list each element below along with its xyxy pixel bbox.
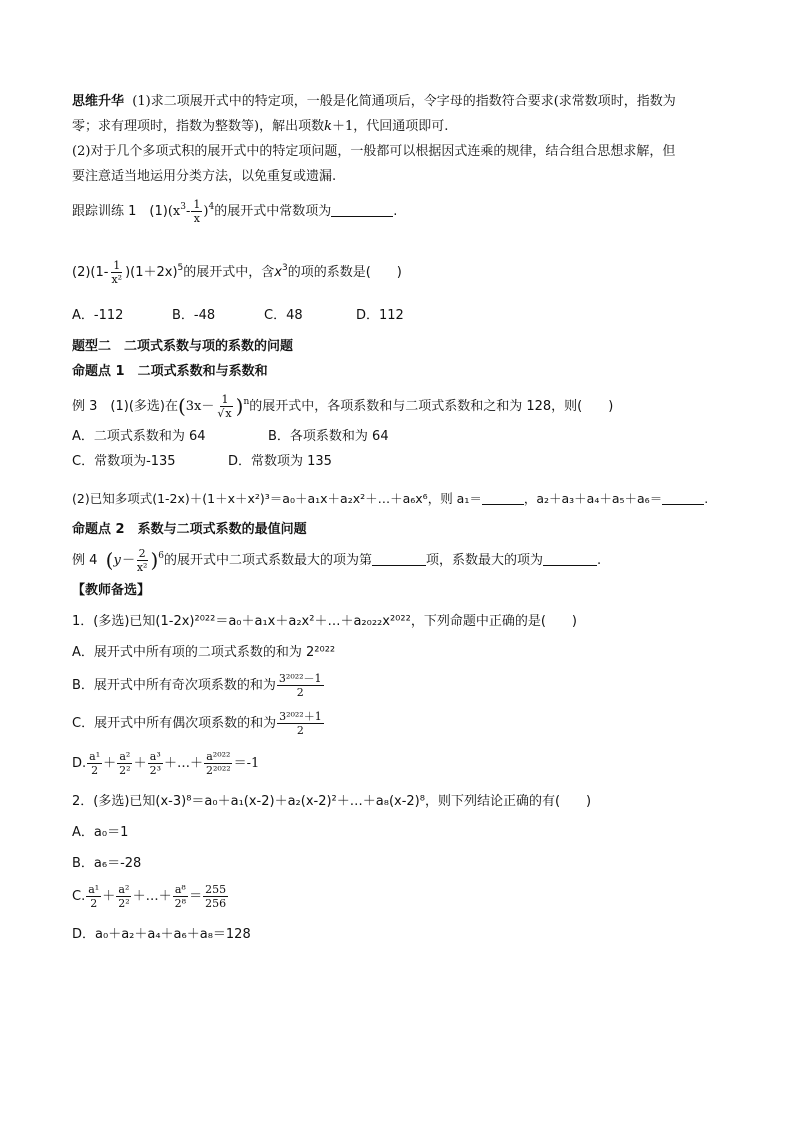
prop1-title: 命题点 1 二项式系数和与系数和 — [72, 364, 268, 379]
practice2-frac-den: x² — [111, 273, 123, 286]
practice1-frac-num: 1 — [193, 198, 201, 211]
ex3-option-a[interactable]: A．二项式系数和为 64 — [72, 429, 206, 444]
practice2-var: x — [274, 265, 282, 280]
teacher-q2-c-f1d: 2 — [90, 897, 98, 910]
ex3-expr: (3x－ $\frac{1}{√x}$ )$^n$ — [177, 393, 250, 420]
insight-line-1 — [72, 92, 722, 111]
teacher-q2-c-f1 — [86, 883, 101, 910]
insight-text-1c: ＋1，代回通项即可. — [331, 119, 449, 134]
ex4-line — [72, 545, 722, 575]
teacher-q1-c-den: 2 — [296, 724, 304, 737]
teacher-q2-c-f3n: a⁸ — [174, 883, 186, 896]
teacher-q1-b-den: 2 — [296, 686, 304, 699]
teacher-q2-c-rn: 255 — [205, 883, 227, 896]
ex3-option-c[interactable]: C．常数项为-135 — [72, 454, 176, 469]
teacher-q1-d-f2 — [117, 750, 132, 777]
practice2-options — [72, 306, 722, 325]
practice2-option-a[interactable]: A．-112 — [72, 308, 124, 323]
practice1-expr: ($x^3-$ $\frac{1}{x}$ )$^4$ — [167, 198, 215, 225]
insight-text-2b: 要注意适当地运用分类方法，以免重复或遗漏. — [72, 169, 337, 184]
practice1-answer-blank[interactable] — [331, 204, 393, 217]
teacher-q1-d-f3n: a³ — [149, 750, 161, 763]
prop2-title: 命题点 2 系数与二项式系数的最值问题 — [72, 522, 307, 537]
ex3-part2-a: (2)已知多项式(1-2x)＋(1＋x＋x²)³＝a₀＋a₁x＋a₂x²＋…＋a₆x⁶，则 a₁＝ — [72, 491, 482, 506]
teacher-q2-option-b[interactable]: B．a₆＝-28 — [72, 856, 142, 871]
insight-text-2a: (2)对于几个多项式积的展开式中的特定项问题，一般都可以根据因式连乘的规律，结合组合思想求解，但 — [72, 144, 676, 159]
teacher-q1-d-end: ＝-1 — [233, 756, 260, 771]
practice2-tail-a: 的展开式中，含 — [183, 265, 275, 280]
practice1-frac-den: x — [193, 212, 200, 225]
teacher-q2-c-f2n: a² — [118, 883, 130, 896]
teacher-q1-c-frac — [277, 710, 324, 737]
teacher-q1-option-d[interactable]: D. $\frac{\text{a¹}}{2}$ ＋ $\frac{\text{a²}}{\text{2²}}$ ＋ $\frac{\text{a³}}{\text{2³}}$ ＋…＋ $\frac{\text{a²⁰²²}}{\text{2²⁰²²}}$ ＝-1 — [72, 750, 260, 777]
insight-var-k: k — [324, 119, 332, 134]
practice2-line — [72, 258, 722, 288]
practice1-line — [72, 198, 722, 226]
teacher-title: 【教师备选】 — [72, 583, 151, 598]
teacher-q1-d-dots: ＋…＋ — [164, 756, 204, 771]
ex3-pow: n — [243, 397, 250, 407]
practice1-frac — [191, 198, 202, 225]
ex3-line — [72, 391, 722, 421]
practice1-pow: 4 — [208, 202, 215, 212]
teacher-q1-d-f4n: a²⁰²² — [206, 750, 231, 763]
ex3-frac — [215, 393, 234, 420]
practice2-frac-num: 1 — [113, 259, 121, 272]
teacher-q1-d-f1d: 2 — [91, 764, 99, 777]
ex4-blank-1[interactable] — [372, 553, 426, 566]
teacher-q2-c-f2 — [116, 883, 131, 910]
practice2-lead: (2)(1- — [72, 265, 109, 280]
ex3-frac-den: x — [225, 407, 232, 420]
teacher-q2-option-d[interactable]: D．a₀＋a₂＋a₄＋a₆＋a₈＝128 — [72, 927, 251, 942]
ex4-blank-2[interactable] — [543, 553, 597, 566]
practice1-tail: 的展开式中常数项为 — [214, 204, 332, 219]
teacher-q1-b-num: 3²⁰²²－1 — [278, 672, 322, 685]
teacher-q1-d-f3 — [148, 750, 163, 777]
practice2-var-pow: 3 — [281, 263, 288, 273]
ex4-frac-den: x² — [136, 561, 148, 574]
ex3-frac-num: 1 — [221, 393, 229, 406]
practice2-mid: )(1＋2x) — [125, 265, 178, 280]
insight-text-1a: (1)求二项展开式中的特定项，一般是化简通项后，令字母的指数符合要求(求常数项时，指数为 — [132, 94, 676, 109]
teacher-q2-c-f3 — [173, 883, 188, 910]
ex4-frac — [135, 547, 150, 574]
ex3-option-d[interactable]: D．常数项为 135 — [228, 454, 332, 469]
practice1-minus: - — [185, 204, 191, 219]
practice1-end: . — [393, 204, 398, 219]
teacher-q1-d-f1n: a¹ — [89, 750, 101, 763]
ex4-expr-a: y－ — [113, 553, 134, 568]
teacher-q1-d-f2d: 2² — [119, 764, 131, 777]
ex4-tail-b: 项，系数最大的项为 — [426, 553, 544, 568]
insight-line-4 — [72, 167, 722, 186]
teacher-q1-option-c[interactable] — [72, 708, 722, 740]
teacher-q2-c-f2d: 2² — [118, 897, 130, 910]
teacher-q1-b-lead: B．展开式中所有奇次项系数的和为 — [72, 678, 276, 693]
teacher-q1-d-f1 — [87, 750, 102, 777]
teacher-q2-c-f1n: a¹ — [88, 883, 100, 896]
ex3-frac-den-wrap: √x — [217, 407, 232, 420]
insight-line-2 — [72, 117, 722, 136]
teacher-q1-b-frac — [277, 672, 324, 699]
practice2-tail-b: 的项的系数是( ) — [287, 265, 402, 280]
teacher-q1-d-f4d: 2²⁰²² — [206, 764, 231, 777]
teacher-q1-option-b[interactable] — [72, 670, 722, 702]
ex4-tail-a: 的展开式中二项式系数最大的项为第 — [164, 553, 373, 568]
teacher-q1-c-lead: C．展开式中所有偶次项系数的和为 — [72, 716, 277, 731]
ex3-label: 例 3 (1)(多选)在 — [72, 399, 178, 414]
teacher-q2-c-result — [203, 883, 228, 910]
ex3-part2-blank-1[interactable] — [482, 492, 524, 505]
ex4-pow: 6 — [158, 551, 165, 561]
ex4-end: . — [597, 553, 602, 568]
ex4-label: 例 4 — [72, 553, 98, 568]
ex3-part2 — [72, 489, 722, 508]
practice1-label: 跟踪训练 1 (1) — [72, 204, 168, 219]
teacher-q2-option-a[interactable]: A．a₀＝1 — [72, 825, 129, 840]
teacher-q2-c-dots: ＋…＋ — [132, 889, 172, 904]
insight-text-1b: 零；求有理项时，指数为整数等)，解出项数 — [72, 119, 325, 134]
practice2-option-b[interactable]: B．-48 — [172, 308, 216, 323]
teacher-q1-d-lead: D. — [72, 756, 87, 771]
insight-line-3 — [72, 142, 722, 161]
teacher-q2-c-lead: C. — [72, 889, 86, 904]
document-page — [72, 92, 722, 944]
teacher-q2: 2．(多选)已知(x-3)⁸＝a₀＋a₁(x-2)＋a₂(x-2)²＋…＋a₈(x-2)⁸，则下列结论正确的有( ) — [72, 794, 592, 809]
type2-title: 题型二 二项式系数与项的系数的问题 — [72, 339, 294, 354]
ex4-expr: (y－ $\frac{2}{\text{x²}}$ )$^6$ — [105, 547, 165, 574]
teacher-q1-option-a[interactable]: A．展开式中所有项的二项式系数的和为 2²⁰²² — [72, 645, 336, 660]
teacher-q1: 1．(多选)已知(1-2x)²⁰²²＝a₀＋a₁x＋a₂x²＋…＋a₂₀₂₂x²⁰²²，下列命题中正确的是( ) — [72, 614, 577, 629]
teacher-q2-c-rd: 256 — [205, 897, 227, 910]
teacher-q1-d-f2n: a² — [119, 750, 131, 763]
ex3-options-row1 — [72, 427, 722, 446]
ex3-expr-a: 3x－ — [185, 399, 215, 414]
practice2-pow: 5 — [177, 263, 184, 273]
teacher-q1-c-num: 3²⁰²²＋1 — [279, 710, 322, 723]
insight-label: 思维升华 — [72, 94, 125, 109]
ex4-frac-num: 2 — [138, 547, 146, 560]
ex3-option-b[interactable]: B．各项系数和为 64 — [268, 429, 389, 444]
teacher-q2-option-c[interactable]: C. $\frac{\text{a¹}}{2}$ ＋ $\frac{\text{a²}}{\text{2²}}$ ＋…＋ $\frac{\text{a⁸}}{\text{2⁸}}$ ＝ $\frac{255}{256}$ — [72, 883, 227, 910]
ex3-options-row2 — [72, 452, 722, 471]
teacher-q1-d-f3d: 2³ — [149, 764, 161, 777]
ex3-part2-end: . — [704, 491, 709, 506]
practice1-base: (x — [167, 204, 181, 219]
ex3-part2-b: ，a₂＋a₃＋a₄＋a₅＋a₆＝ — [523, 491, 663, 506]
practice2-frac — [109, 259, 124, 286]
teacher-q2-c-eq: ＝ — [189, 889, 203, 904]
practice2-option-d[interactable]: D．112 — [356, 308, 404, 323]
practice1-base-pow: 3 — [180, 202, 186, 212]
ex3-tail: 的展开式中，各项系数和与二项式系数和之和为 128，则( ) — [249, 399, 614, 414]
teacher-q2-c-f3d: 2⁸ — [174, 897, 187, 910]
teacher-q1-d-f4 — [204, 750, 233, 777]
ex3-part2-blank-2[interactable] — [662, 492, 704, 505]
practice2-option-c[interactable]: C．48 — [264, 308, 303, 323]
